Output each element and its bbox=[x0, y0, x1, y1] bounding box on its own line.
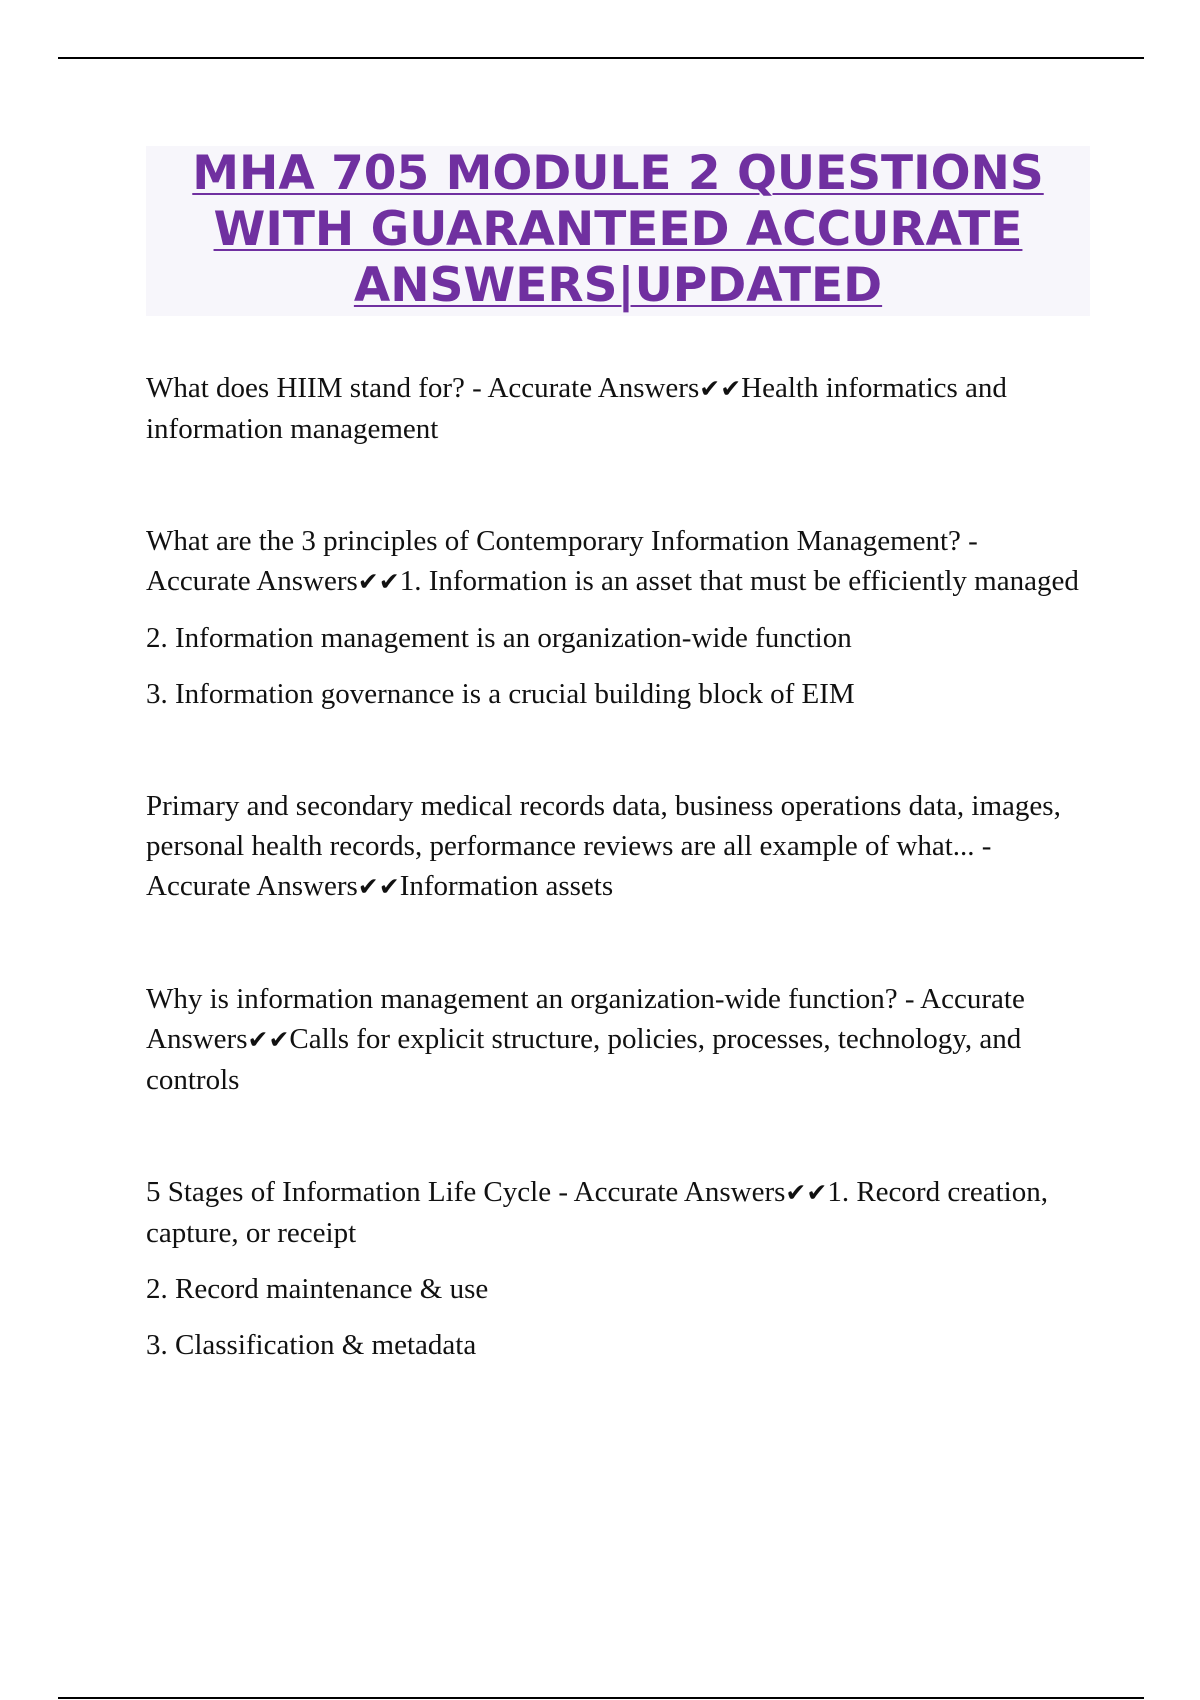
question-text: Why is information management an organization-wide function? - Accurate Answers bbox=[146, 983, 1025, 1055]
qa-question-answer bbox=[146, 521, 1086, 602]
double-check-icon: ✔✔ bbox=[785, 1178, 828, 1207]
answer-continuation: 3. Information governance is a crucial building block of EIM bbox=[146, 678, 855, 710]
double-check-icon: ✔✔ bbox=[357, 872, 400, 901]
answer-continuation: 2. Record maintenance & use bbox=[146, 1273, 489, 1305]
question-text: Primary and secondary medical records data, business operations data, images, personal health records, performance reviews are all example of what... - Accurate Answers bbox=[146, 790, 1061, 902]
qa-item bbox=[146, 786, 1086, 907]
qa-item bbox=[146, 1172, 1086, 1365]
answer-text: Health informatics and information management bbox=[146, 372, 1007, 445]
top-rule bbox=[58, 57, 1144, 59]
answer-text: 1. Information is an asset that must be efficiently managed bbox=[399, 565, 1079, 597]
qa-question-answer bbox=[146, 1172, 1086, 1253]
document-title bbox=[146, 146, 1090, 314]
answer-text: Information assets bbox=[399, 870, 614, 902]
answer-continuation: 3. Classification & metadata bbox=[146, 1329, 477, 1361]
title-banner bbox=[146, 146, 1090, 316]
double-check-icon: ✔✔ bbox=[247, 1025, 290, 1054]
answer-text: Calls for explicit structure, policies, processes, technology, and controls bbox=[146, 1023, 1022, 1096]
answer-continuation: 2. Information management is an organization-wide function bbox=[146, 622, 852, 654]
title-line-2: WITH GUARANTEED ACCURATE bbox=[213, 202, 1023, 257]
answer-text: 1. Record creation, capture, or receipt bbox=[146, 1176, 1048, 1249]
question-text: What does HIIM stand for? - Accurate Answers bbox=[146, 372, 700, 404]
qa-question-answer bbox=[146, 368, 1086, 449]
qa-item bbox=[146, 979, 1086, 1100]
title-line-1: MHA 705 MODULE 2 QUESTIONS bbox=[192, 146, 1044, 201]
double-check-icon: ✔✔ bbox=[699, 374, 742, 403]
qa-item bbox=[146, 368, 1086, 449]
qa-list bbox=[146, 368, 1086, 1437]
qa-question-answer bbox=[146, 979, 1086, 1100]
bottom-rule bbox=[58, 1697, 1144, 1699]
qa-item bbox=[146, 521, 1086, 714]
double-check-icon: ✔✔ bbox=[357, 567, 400, 596]
question-text: 5 Stages of Information Life Cycle - Accurate Answers bbox=[146, 1176, 786, 1208]
qa-question-answer bbox=[146, 786, 1086, 907]
title-line-3: ANSWERS|UPDATED bbox=[353, 258, 883, 313]
question-text: What are the 3 principles of Contemporary Information Management? - Accurate Answers bbox=[146, 525, 978, 597]
